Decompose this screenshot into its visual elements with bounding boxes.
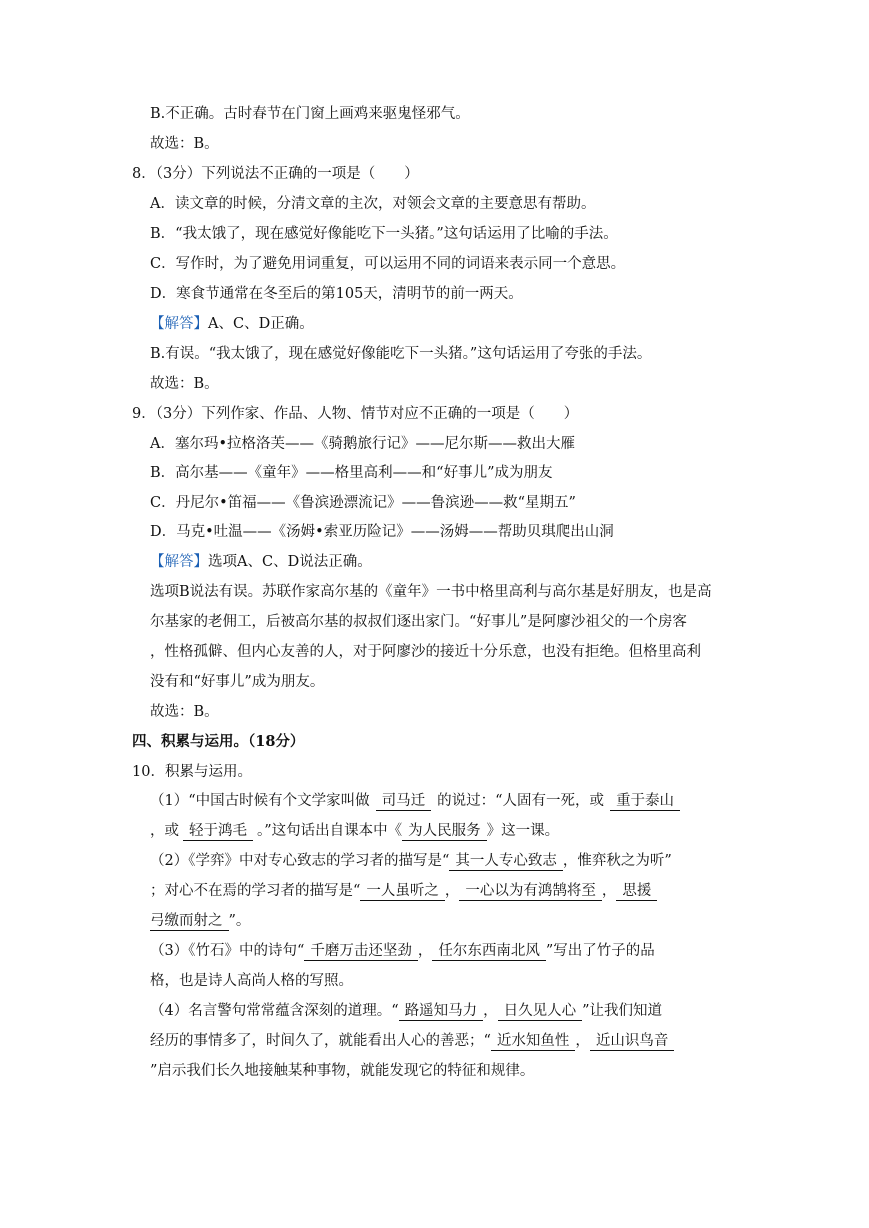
answer-blank: 一心以为有鸿鹄将至 [459,882,602,901]
q9-answer-tag: 【解答】 [150,554,208,570]
q8-choose: 故选：B。 [150,376,219,392]
q9-explanation-2: 尔基家的老佣工，后被高尔基的叔叔们逐出家门。“好事儿”是阿廖沙祖父的一个房客 [150,614,687,630]
answer-blank: 其一人专心致志 [449,852,563,871]
q10-part3-line2: 格，也是诗人高尚人格的写照。 [150,973,353,989]
q10-stem: 10．积累与运用。 [132,764,252,780]
q10-part4-line2: 经历的事情多了，时间久了，就能看出人心的善恶；“ 近水知鱼性 ， 近山识鸟音 [150,1031,674,1051]
q9-option-a: A．塞尔玛•拉格洛芙——《骑鹅旅行记》——尼尔斯——救出大雁 [150,436,576,452]
q10-part1-line1: （1）“中国古时候有个文学家叫做 司马迁 的说过：“人固有一死，或 重于泰山 [150,791,680,811]
answer-blank: 司马迁 [376,792,432,811]
q10-part4-line1: （4）名言警句常常蕴含深刻的道理。“ 路遥知马力 ， 日久见人心 ”让我们知道 [150,1003,663,1019]
q8-answer-text: A、C、D正确。 [208,316,314,332]
q10-part3-line1: （3）《竹石》中的诗句“ 千磨万击还坚劲 ， 任尔东西南北风 ”写出了竹子的品 [150,943,655,959]
q10-part2-line1: （2）《学弈》中对专心致志的学习者的描写是“ 其一人专心致志 ，惟弈秋之为听” [150,853,672,869]
q9-stem: 9．（3分）下列作家、作品、人物、情节对应不正确的一项是（ ） [132,406,579,422]
q8-answer-b: B.有误。“我太饿了，现在感觉好像能吃下一头猪。”这句话运用了夸张的手法。 [150,346,652,362]
q10-part4-line3: ”启示我们长久地接触某种事物，就能发现它的特征和规律。 [150,1063,535,1079]
q8-option-b: B．“我太饿了，现在感觉好像能吃下一头猪。”这句话运用了比喻的手法。 [150,226,618,242]
answer-blank: 路遥知马力 [399,1002,484,1021]
answer-blank: 日久见人心 [498,1002,583,1021]
q10-part2-line2: ；对心不在焉的学习者的描写是“ 一人虽听之 ， 一心以为有鸿鹄将至 ， 思援 [150,881,657,901]
answer-blank: 千磨万击还坚劲 [304,942,418,961]
prev-answer-b: B.不正确。古时春节在门窗上画鸡来驱鬼怪邪气。 [150,106,470,122]
q10-part2-line3: 弓缴而射之 ”。 [150,913,251,929]
q10-part1-line2: ，或 轻于鸿毛 。”这句话出自课本中《 为人民服务 》这一课。 [150,823,560,839]
q9-explanation-4: 没有和“好事儿”成为朋友。 [150,674,325,690]
q8-option-c: C．写作时，为了避免用词重复，可以运用不同的词语来表示同一个意思。 [150,256,626,272]
q9-answer-text: 选项A、C、D说法正确。 [208,554,372,570]
q9-explanation-1: 选项B说法有误。苏联作家高尔基的《童年》一书中格里高利与高尔基是好朋友，也是高 [150,584,712,600]
q8-stem: 8．（3分）下列说法不正确的一项是（ ） [132,166,419,182]
q9-option-c: C．丹尼尔•笛福——《鲁滨逊漂流记》——鲁滨逊——救“星期五” [150,495,576,511]
answer-blank: 思援 [616,882,657,901]
q9-option-d: D．马克•吐温——《汤姆•索亚历险记》——汤姆——帮助贝琪爬出山洞 [150,524,614,540]
answer-blank: 重于泰山 [610,792,680,811]
answer-blank: 轻于鸿毛 [183,822,253,841]
answer-blank: 近水知鱼性 [491,1032,576,1051]
answer-blank: 弓缴而射之 [150,912,229,931]
q9-option-b: B．高尔基——《童年》——格里高利——和“好事儿”成为朋友 [150,465,553,481]
answer-blank: 近山识鸟音 [590,1032,675,1051]
q9-answer [150,552,372,572]
q8-answer [150,314,314,334]
q9-explanation-3: ，性格孤僻、但内心友善的人，对于阿廖沙的接近十分乐意，也没有拒绝。但格里高利 [150,644,701,660]
answer-blank: 为人民服务 [402,822,487,841]
q9-choose: 故选：B。 [150,704,219,720]
answer-blank: 一人虽听之 [360,882,445,901]
section-4-title: 四、积累与运用。（18分） [132,733,305,750]
answer-blank: 任尔东西南北风 [432,942,546,961]
prev-choose: 故选：B。 [150,136,219,152]
q8-answer-tag: 【解答】 [150,316,208,332]
q8-option-d: D．寒食节通常在冬至后的第105天，清明节的前一两天。 [150,286,523,302]
q8-option-a: A．读文章的时候，分清文章的主次，对领会文章的主要意思有帮助。 [150,196,596,212]
